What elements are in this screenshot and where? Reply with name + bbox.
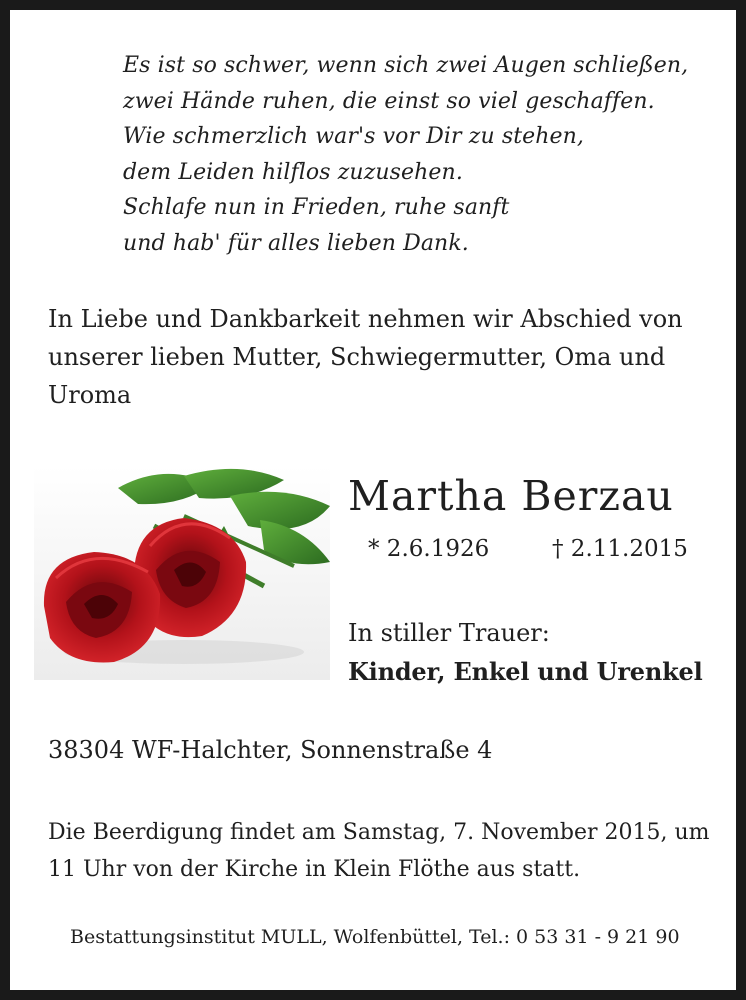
poem-line: Wie schmerzlich war's vor Dir zu stehen, [123,124,585,149]
address: 38304 WF-Halchter, Sonnenstraße 4 [48,736,493,764]
farewell-text: In Liebe und Dankbarkeit nehmen wir Abschied von unserer lieben Mutter, Schwiegermutter, Oma und Uroma [48,305,683,409]
poem-line: dem Leiden hilflos zuzusehen. [123,159,463,185]
birth-date: * 2.6.1926 [368,536,490,562]
funeral-notice: Die Beerdigung findet am Samstag, 7. November 2015, um 11 Uhr von der Kirche in Klein Flöthe aus statt. [48,820,710,882]
death-date: † 2.11.2015 [552,536,688,562]
poem [123,48,688,261]
poem-line: Es ist so schwer, wenn sich zwei Augen schließen, [123,53,689,78]
undertaker-contact: Bestattungsinstitut MULL, Wolfenbüttel, Tel.: 0 53 31 - 9 21 90 [70,926,680,948]
poem-line: zwei Hände ruhen, die einst so viel geschaffen. [123,88,655,114]
roses-image [34,466,330,680]
poem-line: und hab' für alles lieben Dank. [123,230,469,256]
deceased-name: Martha Berzau [348,472,674,520]
poem-line: Schlafe nun in Frieden, ruhe sanft [123,195,510,220]
mourning-label: In stiller Trauer: [348,619,550,647]
mourners: Kinder, Enkel und Urenkel [348,657,703,686]
obituary-card [10,10,736,990]
